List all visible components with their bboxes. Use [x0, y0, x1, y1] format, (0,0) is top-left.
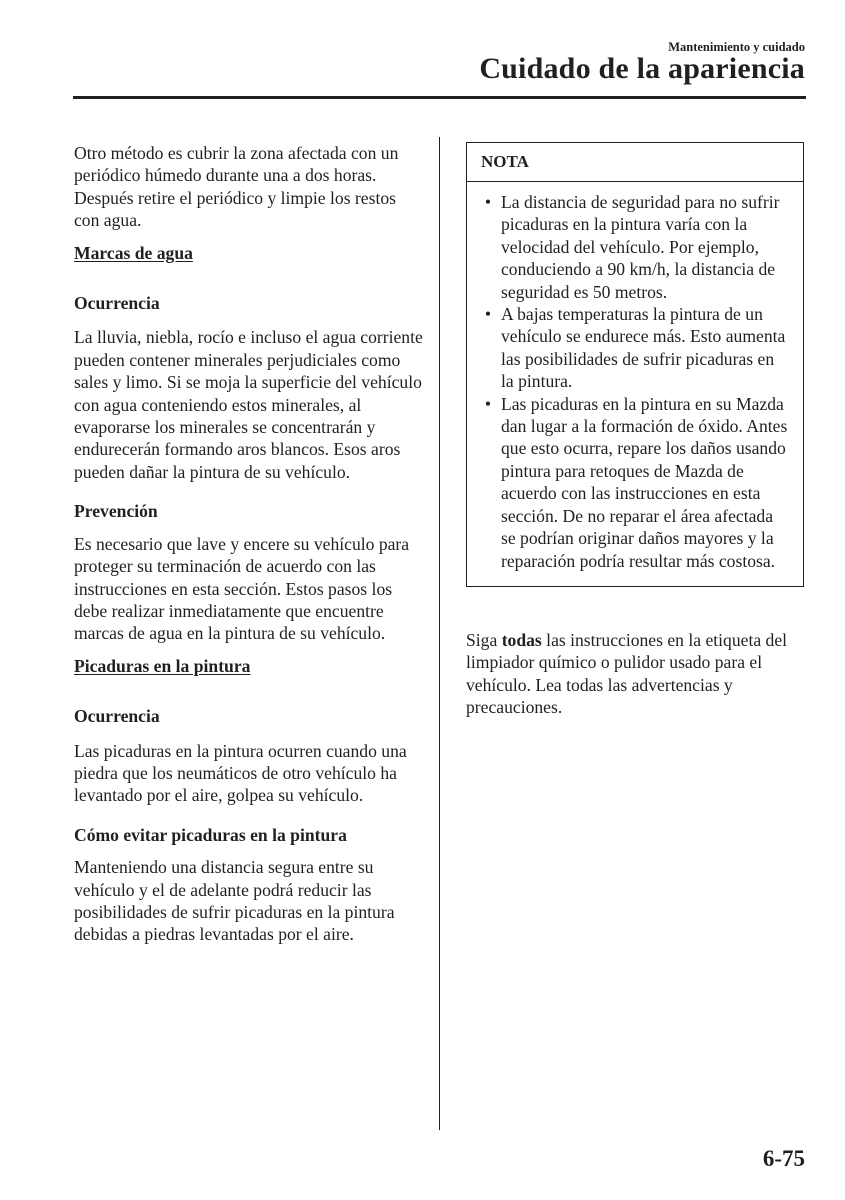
note-item	[481, 393, 789, 572]
chips-occurrence-heading: Ocurrencia	[74, 706, 160, 727]
intro-paragraph: Otro método es cubrir la zona afectada con un periódico húmedo durante una a dos horas. Después retire el periódico y limpie los restos con agua.	[74, 143, 399, 231]
chips-heading: Picaduras en la pintura	[74, 655, 251, 676]
instructions-text-end: las instrucciones en la etiqueta del limpiador químico o pulidor usado para el vehículo. Lea todas las advertencias y precauciones.	[466, 629, 788, 718]
bullet-icon: •	[484, 192, 492, 212]
water-marks-prevention-heading: Prevención	[74, 501, 158, 522]
instructions-emphasis: todas	[501, 629, 542, 650]
note-item-text: Las picaduras en la pintura en su Mazda dan lugar a la formación de óxido. Antes que esto ocurra, repare los daños usando pintura para retoques de Mazda de acuerdo con las instrucciones en esta sección. De no reparar el área afectada se podrían originar daños mayores y la reparación podría resultar más costosa.	[501, 393, 788, 571]
note-item	[481, 303, 789, 393]
water-marks-heading: Marcas de agua	[74, 242, 193, 263]
chips-avoid-heading: Cómo evitar picaduras en la pintura	[74, 824, 347, 845]
note-item	[481, 191, 789, 303]
bullet-icon: •	[484, 304, 492, 325]
left-column	[74, 142, 424, 946]
water-marks-occurrence-text: La lluvia, niebla, rocío e incluso el agua corriente pueden contener minerales perjudiciales como sales y limo. Si se moja la superficie del vehículo con agua conteniendo estos minerales, al evaporarse los minerales se concentrarán y endurecerán formando aros blancos. Esos aros pueden dañar la pintura de su vehículo.	[74, 327, 423, 482]
note-item-text: La distancia de seguridad para no sufrir picaduras en la pintura varía con la velocidad del vehículo. Por ejemplo, conduciendo a 90 km/h, la distancia de seguridad es 50 metros.	[501, 192, 780, 302]
header-rule	[73, 96, 806, 99]
column-divider	[439, 137, 440, 1130]
note-title: NOTA	[467, 143, 803, 182]
page-title: Cuidado de la apariencia	[479, 52, 805, 85]
water-marks-prevention-text: Es necesario que lave y encere su vehículo para proteger su terminación de acuerdo con las instrucciones en esta sección. Estos pasos los debe realizar inmediatamente que encuentre marcas de agua en la pintura de su vehículo.	[74, 533, 410, 644]
page-number: 6-75	[762, 1146, 805, 1171]
note-item-text: A bajas temperaturas la pintura de un vehículo se endurece más. Esto aumenta las posibilidades de sufrir picaduras en la pintura.	[501, 304, 786, 392]
instructions-text-start: Siga	[466, 629, 502, 650]
water-marks-occurrence-heading: Ocurrencia	[74, 293, 160, 314]
instructions-paragraph	[466, 629, 806, 719]
note-box	[466, 142, 804, 587]
chips-avoid-text: Manteniendo una distancia segura entre su vehículo y el de adelante podrá reducir las posibilidades de sufrir picaduras en la pintura debidas a piedras levantadas por el aire.	[74, 857, 395, 945]
chips-occurrence-text: Las picaduras en la pintura ocurren cuando una piedra que los neumáticos de otro vehículo ha levantado por el aire, golpea su vehículo.	[74, 740, 407, 806]
note-list	[467, 182, 803, 586]
right-column	[466, 142, 806, 719]
bullet-icon: •	[484, 393, 492, 414]
section-label: Mantenimiento y cuidado	[668, 40, 805, 54]
